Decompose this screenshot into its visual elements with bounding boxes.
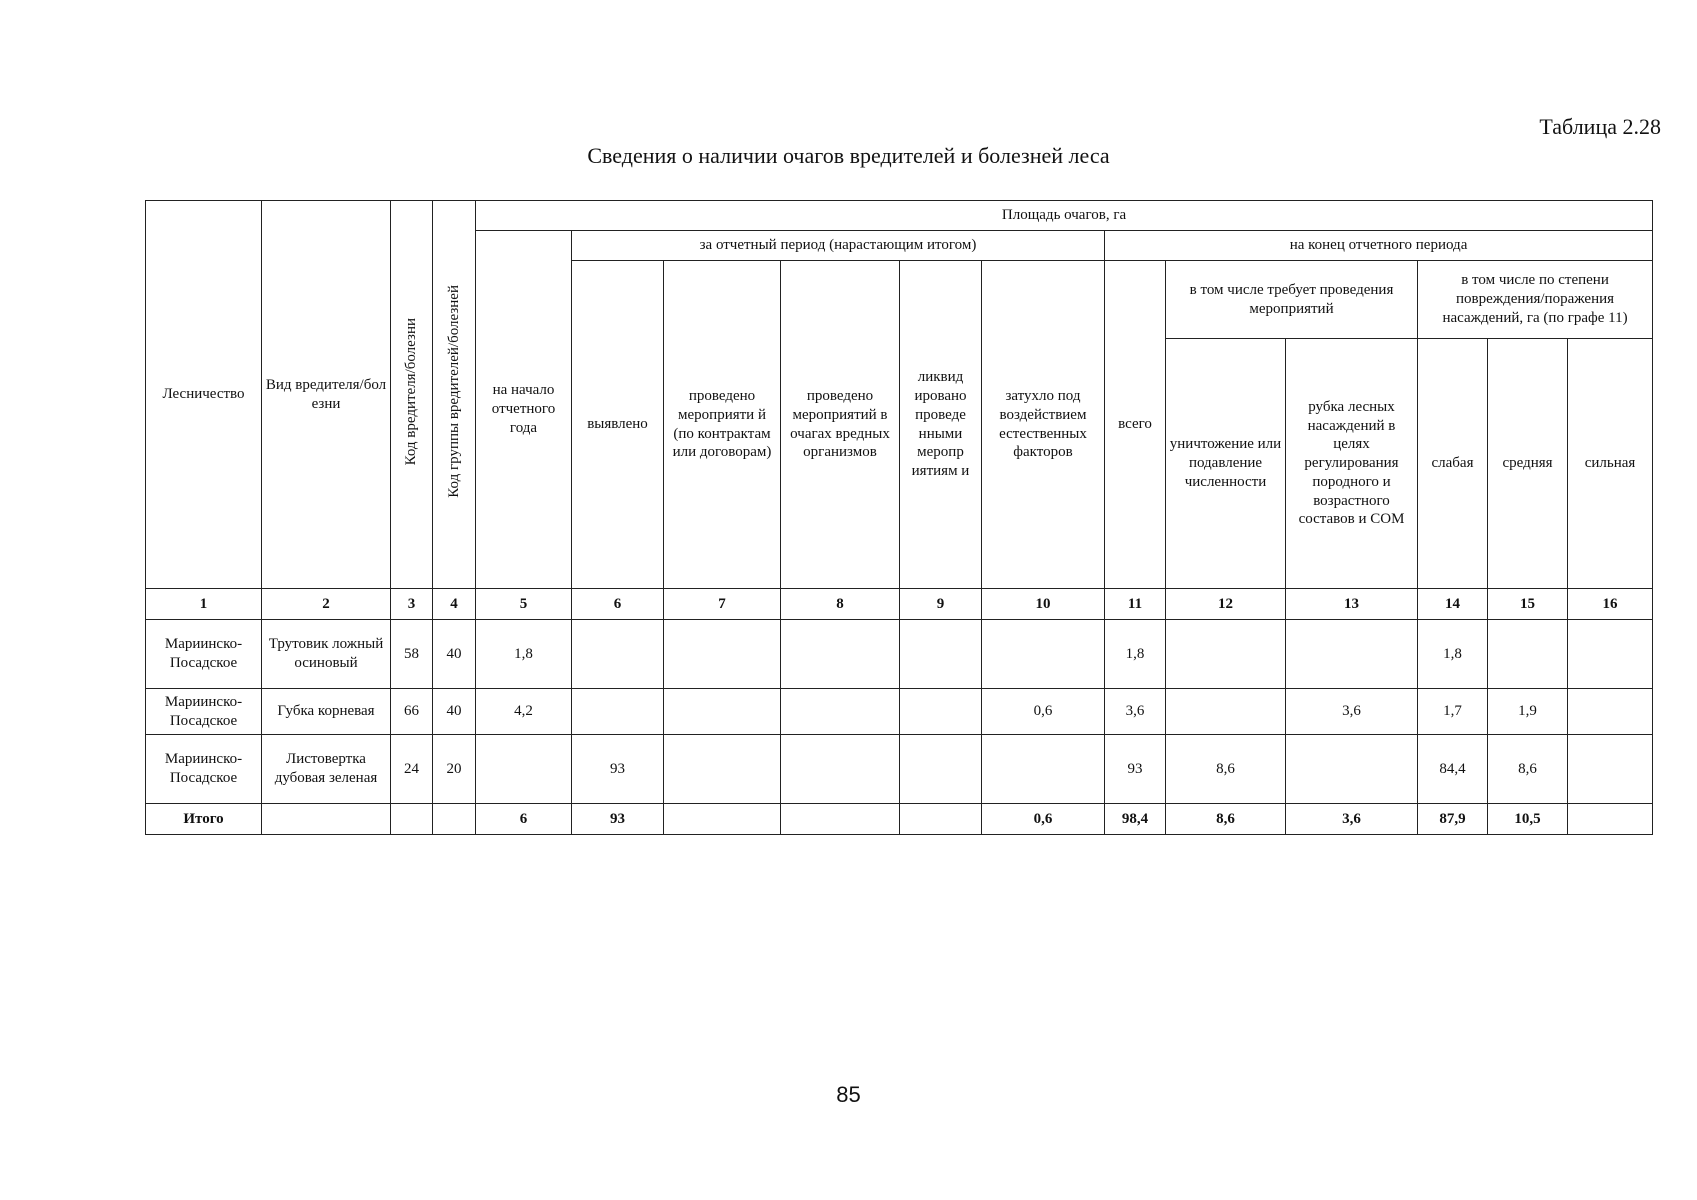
total-cell (664, 804, 781, 835)
table-cell: 4,2 (476, 689, 572, 735)
header-pest-type: Вид вредителя/бол езни (262, 201, 391, 589)
table-cell: Листовертка дубовая зеленая (262, 735, 391, 804)
header-pest-code-label: Код вредителя/болезни (403, 317, 420, 466)
table-row (146, 735, 1653, 804)
total-cell (1568, 804, 1653, 835)
table-caption: Таблица 2.28 (1539, 114, 1661, 139)
table-cell (982, 620, 1105, 689)
column-number: 13 (1286, 589, 1418, 620)
table-cell: 40 (433, 620, 476, 689)
table-cell (1286, 620, 1418, 689)
header-weak: слабая (1418, 339, 1488, 589)
header-destruction: уничтожение или подавление численности (1166, 339, 1286, 589)
table-cell (982, 735, 1105, 804)
table-row (146, 620, 1653, 689)
table-cell (781, 689, 900, 735)
total-cell (262, 804, 391, 835)
table-cell (1166, 620, 1286, 689)
table-cell (1286, 735, 1418, 804)
table-cell (476, 735, 572, 804)
total-cell: 3,6 (1286, 804, 1418, 835)
header-liquidated: ликвид ировано проведе нными меропр иятиям и (900, 261, 982, 589)
table-cell (900, 620, 982, 689)
table-cell: 40 (433, 689, 476, 735)
table-cell (1568, 689, 1653, 735)
header-measures-harmful: проведено мероприятий в очагах вредных организмов (781, 261, 900, 589)
column-number: 8 (781, 589, 900, 620)
table-row (146, 689, 1653, 735)
table-cell: Губка корневая (262, 689, 391, 735)
total-cell (900, 804, 982, 835)
header-strong: сильная (1568, 339, 1653, 589)
total-cell (781, 804, 900, 835)
header-pest-code (391, 201, 433, 589)
header-felling: рубка лесных насаждений в целях регулирования породного и возрастного составов и СОМ (1286, 339, 1418, 589)
table-cell: 1,7 (1418, 689, 1488, 735)
column-number: 1 (146, 589, 262, 620)
column-number: 15 (1488, 589, 1568, 620)
table-cell: 93 (1105, 735, 1166, 804)
header-forestry: Лесничество (146, 201, 262, 589)
header-detected: выявлено (572, 261, 664, 589)
table-cell: 3,6 (1105, 689, 1166, 735)
column-number-row (146, 589, 1653, 620)
total-cell (391, 804, 433, 835)
table-cell: 24 (391, 735, 433, 804)
header-start-of-year: на начало отчетного года (476, 231, 572, 589)
header-end-of-period: на конец отчетного периода (1105, 231, 1653, 261)
document-title: Сведения о наличии очагов вредителей и болезней леса (587, 143, 1110, 168)
header-faded: затухло под воздействием естественных факторов (982, 261, 1105, 589)
table-cell (1488, 620, 1568, 689)
table-cell (781, 620, 900, 689)
column-number: 10 (982, 589, 1105, 620)
table-cell (572, 620, 664, 689)
total-cell: 0,6 (982, 804, 1105, 835)
table-cell: Мариинско-Посадское (146, 689, 262, 735)
table-cell: 8,6 (1488, 735, 1568, 804)
total-cell: 8,6 (1166, 804, 1286, 835)
table-cell: 0,6 (982, 689, 1105, 735)
table-cell: 66 (391, 689, 433, 735)
table-cell: 3,6 (1286, 689, 1418, 735)
table-cell (664, 735, 781, 804)
table-cell: 1,8 (1105, 620, 1166, 689)
table-cell: Мариинско-Посадское (146, 620, 262, 689)
table-cell (900, 689, 982, 735)
table-cell: 84,4 (1418, 735, 1488, 804)
header-pest-group-code-label: Код группы вредителей/болезней (445, 285, 462, 498)
column-number: 4 (433, 589, 476, 620)
table-cell: 8,6 (1166, 735, 1286, 804)
header-requires-measures: в том числе требует проведения мероприятий (1166, 261, 1418, 339)
column-number: 2 (262, 589, 391, 620)
column-number: 12 (1166, 589, 1286, 620)
header-medium: средняя (1488, 339, 1568, 589)
table-cell (664, 620, 781, 689)
table-cell (1568, 620, 1653, 689)
table-cell: Мариинско-Посадское (146, 735, 262, 804)
table-cell: Трутовик ложный осиновый (262, 620, 391, 689)
table-cell: 1,8 (476, 620, 572, 689)
column-number: 16 (1568, 589, 1653, 620)
table-cell: 1,9 (1488, 689, 1568, 735)
header-total: всего (1105, 261, 1166, 589)
column-number: 9 (900, 589, 982, 620)
table-cell (781, 735, 900, 804)
table-cell: 20 (433, 735, 476, 804)
table-cell: 1,8 (1418, 620, 1488, 689)
header-area: Площадь очагов, га (476, 201, 1653, 231)
table-cell: 93 (572, 735, 664, 804)
total-cell: Итого (146, 804, 262, 835)
total-row (146, 804, 1653, 835)
total-cell: 6 (476, 804, 572, 835)
pest-disease-table (145, 200, 1653, 835)
table-cell (664, 689, 781, 735)
table-cell: 58 (391, 620, 433, 689)
total-cell: 98,4 (1105, 804, 1166, 835)
column-number: 7 (664, 589, 781, 620)
total-cell: 87,9 (1418, 804, 1488, 835)
column-number: 3 (391, 589, 433, 620)
table-cell (1166, 689, 1286, 735)
total-cell: 93 (572, 804, 664, 835)
table-cell (900, 735, 982, 804)
page-number: 85 (836, 1082, 861, 1107)
column-number: 5 (476, 589, 572, 620)
header-measures-contracts: проведено мероприяти й (по контрактам или договорам) (664, 261, 781, 589)
table-cell (572, 689, 664, 735)
header-by-damage-degree: в том числе по степени повреждения/поражения насаждений, га (по графе 11) (1418, 261, 1653, 339)
header-reporting-period: за отчетный период (нарастающим итогом) (572, 231, 1105, 261)
header-pest-group-code (433, 201, 476, 589)
table-cell (1568, 735, 1653, 804)
column-number: 6 (572, 589, 664, 620)
total-cell: 10,5 (1488, 804, 1568, 835)
column-number: 14 (1418, 589, 1488, 620)
total-cell (433, 804, 476, 835)
column-number: 11 (1105, 589, 1166, 620)
